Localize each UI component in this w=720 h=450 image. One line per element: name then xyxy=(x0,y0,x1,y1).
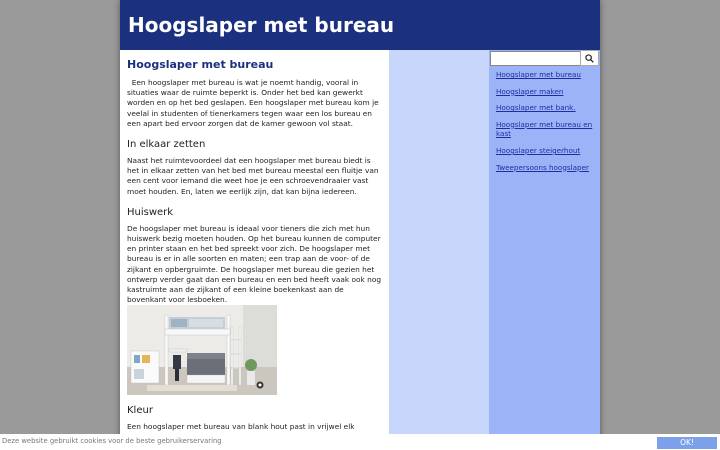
search-input[interactable] xyxy=(490,51,582,66)
cookie-text: Deze website gebruikt cookies voor de beste gebruikerservaring xyxy=(2,437,222,445)
sidebar-link-hoogslaper-met-bureau[interactable]: Hoogslaper met bureau xyxy=(496,70,581,79)
section-text-color: Een hoogslaper met bureau van blank hout past in vrijwel elk xyxy=(127,422,355,432)
search-button[interactable] xyxy=(580,50,599,66)
sidebar-link-hoogslaper-steigerhout[interactable]: Hoogslaper steigerhout xyxy=(496,145,581,155)
site-header xyxy=(120,0,600,50)
section-text-homework: De hoogslaper met bureau is ideaal voor tieners die zich met hun huiswerk bezig moeten houden. Op het bureau kunnen de computer en printer staan en het bed spreekt voor zich. De hoogslaper met bureau is er in alle soorten en maten; een trap aan de voor- of de zijkant en opbergruimte. De hoogslaper met bureau die gezien het ontwerp verder gaat dan een bureau en een bed heeft vaak ook nog kastruimte aan de zijkant of een kleine boekenkast aan de bovenkant voor lesboeken. xyxy=(127,223,382,305)
section-heading-assembly: In elkaar zetten xyxy=(127,139,206,151)
section-heading-color: Kleur xyxy=(127,405,153,417)
content-gap xyxy=(389,50,489,450)
search-form xyxy=(489,50,600,67)
sidebar-link-hoogslaper-met-bank[interactable]: Hoogslaper met bank. xyxy=(496,103,576,113)
site-title[interactable]: Hoogslaper met bureau xyxy=(128,13,395,37)
section-heading-homework: Huiswerk xyxy=(127,206,174,218)
search-icon xyxy=(585,54,594,63)
sidebar-link-tweepersoons-hoogslaper[interactable]: Tweepersoons hoogslaper xyxy=(496,162,589,172)
cookie-bar xyxy=(0,434,720,450)
intro-paragraph: Een hoogslaper met bureau is wat je noemt handig, vooral in situaties waar de ruimte beperkt is. Onder het bed kan gewerkt worden en op het bed geslapen. Een hoogslaper met bureau kom je veelal in studenten of tienerkamers tegen waar een los bureau en een apart bed ervoor zorgen dat de kamer gewoon vol staat. xyxy=(127,78,382,128)
article-title: Hoogslaper met bureau xyxy=(127,58,274,71)
section-text-assembly: Naast het ruimtevoordeel dat een hoogslaper met bureau biedt is het in elkaar zetten van het bed met bureau meestal een fluitje van een cent voor iemand die weet hoe je een schroevendraaier vast moet houden. En, laten we eerlijk zijn, dat kan bijna iedereen. xyxy=(127,156,379,196)
main-content xyxy=(120,50,389,450)
sidebar-links xyxy=(496,70,596,179)
loft-bed-photo xyxy=(127,305,277,395)
page-container xyxy=(120,0,600,450)
sidebar-link-hoogslaper-bureau-kast[interactable]: Hoogslaper met bureau en kast xyxy=(496,119,593,139)
sidebar-link-hoogslaper-maken[interactable]: Hoogslaper maken xyxy=(496,86,564,96)
sidebar xyxy=(489,50,600,450)
cookie-ok-button[interactable]: OK! xyxy=(657,437,717,449)
